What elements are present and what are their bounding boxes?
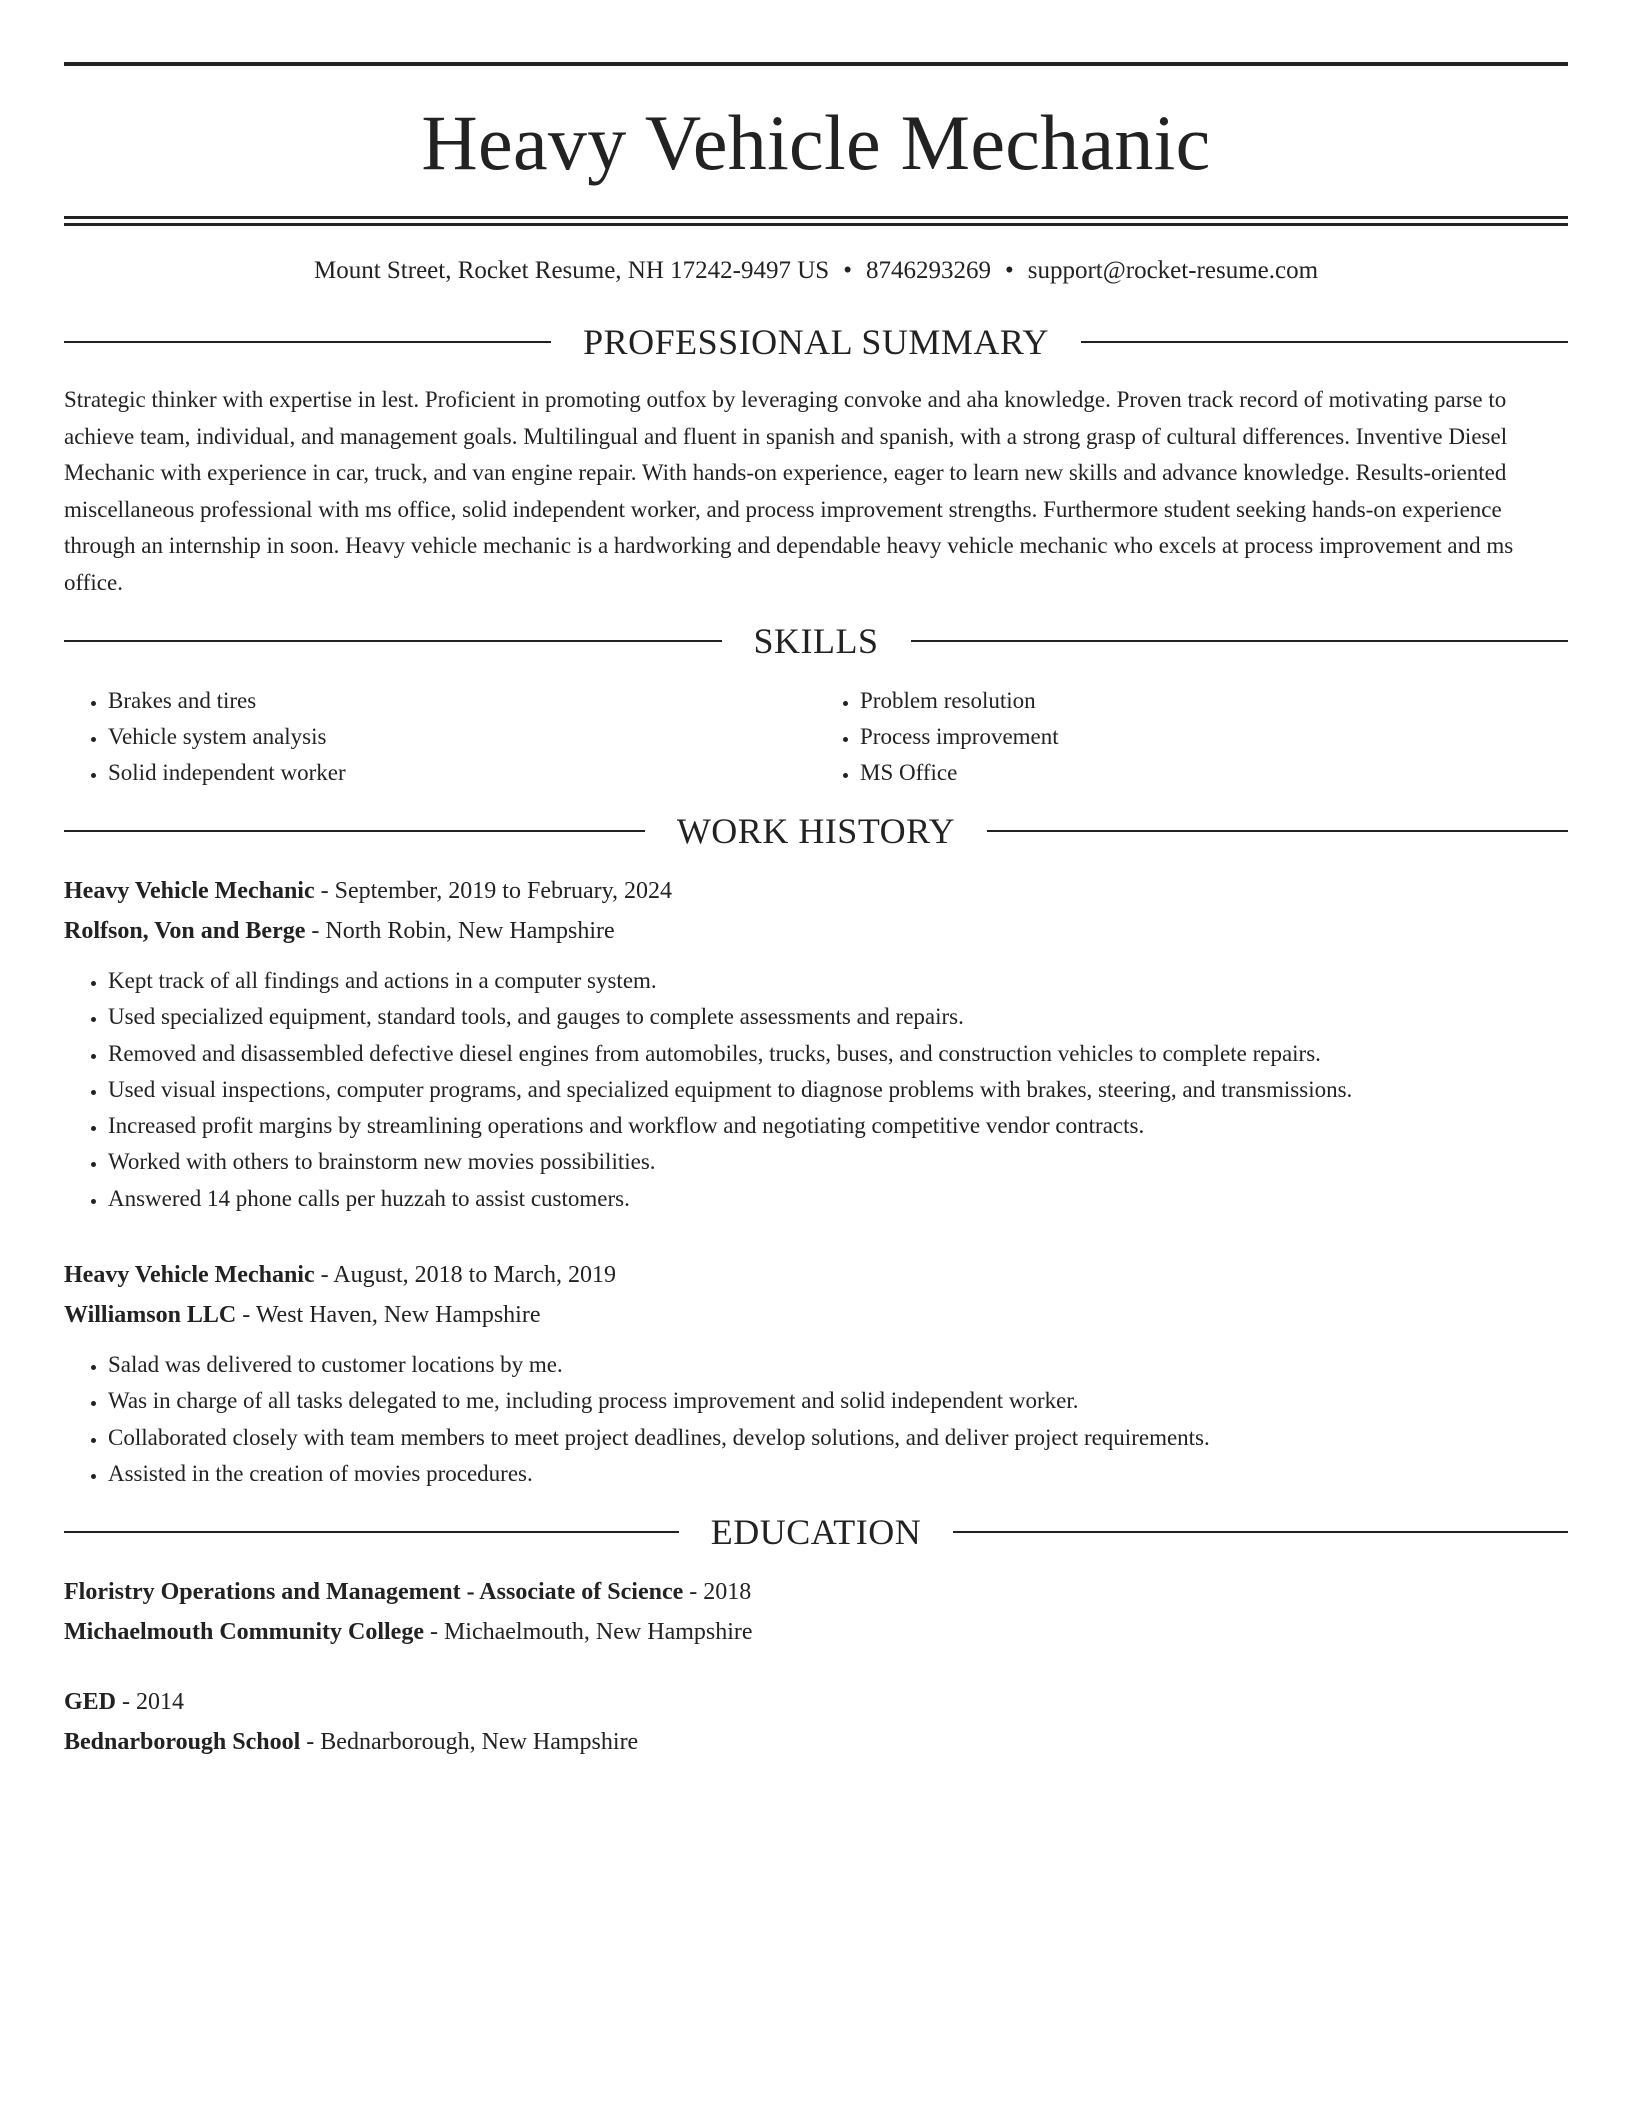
contact-address: Mount Street, Rocket Resume, NH 17242-9497 US: [313, 257, 830, 284]
contact-separator: •: [843, 257, 852, 284]
education-school: Bednarborough School: [64, 1729, 301, 1756]
skill-item: • Vehicle system analysis: [108, 719, 816, 755]
contact-line: [64, 256, 1568, 286]
job-bullet: • Increased profit margins by streamlining operations and workflow and negotiating competitive vendor contracts.: [108, 1108, 1568, 1144]
contact-email: support@rocket-resume.com: [1027, 257, 1319, 284]
section-header-summary: [64, 324, 1568, 360]
education-year: - 2018: [683, 1579, 752, 1606]
section-rule: [987, 830, 1568, 832]
education-school: Michaelmouth Community College: [64, 1619, 424, 1646]
education-degree: Floristry Operations and Management - Associate of Science: [64, 1579, 684, 1606]
section-title-skills: SKILLS: [753, 621, 879, 661]
job-bullet: • Used specialized equipment, standard tools, and gauges to complete assessments and repairs.: [108, 999, 1568, 1035]
job-title-line: [64, 1255, 1568, 1295]
section-header-skills: [64, 623, 1568, 659]
job-entry: [64, 1255, 1568, 1492]
skill-item: • Process improvement: [860, 719, 1568, 755]
job-title: Heavy Vehicle Mechanic: [64, 1262, 315, 1289]
job-bullet: • Used visual inspections, computer programs, and specialized equipment to diagnose problems with brakes, steering, and transmissions.: [108, 1072, 1568, 1108]
title-double-rule: [64, 216, 1568, 226]
skills-column-right: [816, 683, 1568, 791]
job-bullet: • Worked with others to brainstorm new movies possibilities.: [108, 1144, 1568, 1180]
contact-phone: 8746293269: [865, 257, 991, 284]
job-bullet: • Salad was delivered to customer locations by me.: [108, 1347, 1568, 1383]
section-rule: [64, 341, 551, 343]
section-title-summary: PROFESSIONAL SUMMARY: [583, 322, 1049, 362]
job-location: - West Haven, New Hampshire: [236, 1302, 541, 1329]
section-rule: [64, 640, 722, 642]
section-rule: [911, 640, 1569, 642]
education-school-line: [64, 1612, 1568, 1652]
skill-item: • Brakes and tires: [108, 683, 816, 719]
education-degree-line: [64, 1682, 1568, 1722]
section-header-education: [64, 1512, 1568, 1553]
skill-item: • MS Office: [860, 755, 1568, 791]
job-dates: - August, 2018 to March, 2019: [314, 1262, 616, 1289]
job-bullet: • Answered 14 phone calls per huzzah to assist customers.: [108, 1181, 1568, 1217]
job-bullets: [64, 1347, 1568, 1492]
job-company: Rolfson, Von and Berge: [64, 918, 306, 944]
job-title: Heavy Vehicle Mechanic: [64, 878, 315, 904]
contact-separator: •: [1004, 257, 1014, 284]
job-company-line: [64, 911, 1568, 951]
education-entry: [64, 1572, 1568, 1652]
page-title: Heavy Vehicle Mechanic: [421, 99, 1211, 186]
job-bullet: • Collaborated closely with team members to meet project deadlines, develop solutions, and deliver project requirements.: [108, 1420, 1568, 1456]
section-rule: [953, 1531, 1568, 1533]
job-bullet: • Kept track of all findings and actions in a computer system.: [108, 963, 1568, 999]
education-location: - Michaelmouth, New Hampshire: [423, 1619, 753, 1646]
job-location: - North Robin, New Hampshire: [305, 918, 615, 944]
job-bullet: • Was in charge of all tasks delegated to me, including process improvement and solid independent worker.: [108, 1383, 1568, 1419]
skills-list: [64, 683, 1568, 791]
top-rule: [64, 62, 1568, 66]
skill-item: • Solid independent worker: [108, 755, 816, 791]
education-degree: GED: [64, 1689, 117, 1716]
education-location: - Bednarborough, New Hampshire: [300, 1729, 639, 1756]
job-entry: [64, 871, 1568, 1217]
job-bullet: • Assisted in the creation of movies procedures.: [108, 1456, 1568, 1492]
job-bullets: [64, 963, 1568, 1217]
education-degree-line: [64, 1572, 1568, 1612]
job-dates: - September, 2019 to February, 2024: [314, 878, 673, 904]
skills-column-left: [64, 683, 816, 791]
education-year: - 2014: [116, 1689, 185, 1716]
education-school-line: [64, 1722, 1568, 1762]
section-rule: [64, 830, 645, 832]
section-title-work: WORK HISTORY: [676, 811, 956, 851]
section-header-work: [64, 813, 1568, 849]
job-company-line: [64, 1295, 1568, 1335]
skill-item: • Problem resolution: [860, 683, 1568, 719]
summary-text: Strategic thinker with expertise in lest. Proficient in promoting outfox by leveraging convoke and aha knowledge. Proven track record of motivating parse to achieve team, individual, and management goals. Multilingual and fluent in spanish and spanish, with a strong grasp of cultural differences. Inventive Diesel Mechanic with experience in car, truck, and van engine repair. With hands-on experience, eager to learn new skills and advance knowledge. Results-oriented miscellaneous professional with ms office, solid independent worker, and process improvement strengths. Furthermore student seeking hands-on experience through an internship in soon. Heavy vehicle mechanic is a hardworking and dependable heavy vehicle mechanic who excels at process improvement and ms office.: [64, 387, 1514, 595]
job-bullet: • Removed and disassembled defective diesel engines from automobiles, trucks, buses, and construction vehicles to complete repairs.: [108, 1036, 1568, 1072]
job-company: Williamson LLC: [64, 1302, 237, 1329]
section-rule: [64, 1531, 679, 1533]
section-title-education: EDUCATION: [710, 1512, 922, 1553]
section-rule: [1081, 341, 1568, 343]
job-title-line: [64, 871, 1568, 911]
education-entry: [64, 1682, 1568, 1762]
